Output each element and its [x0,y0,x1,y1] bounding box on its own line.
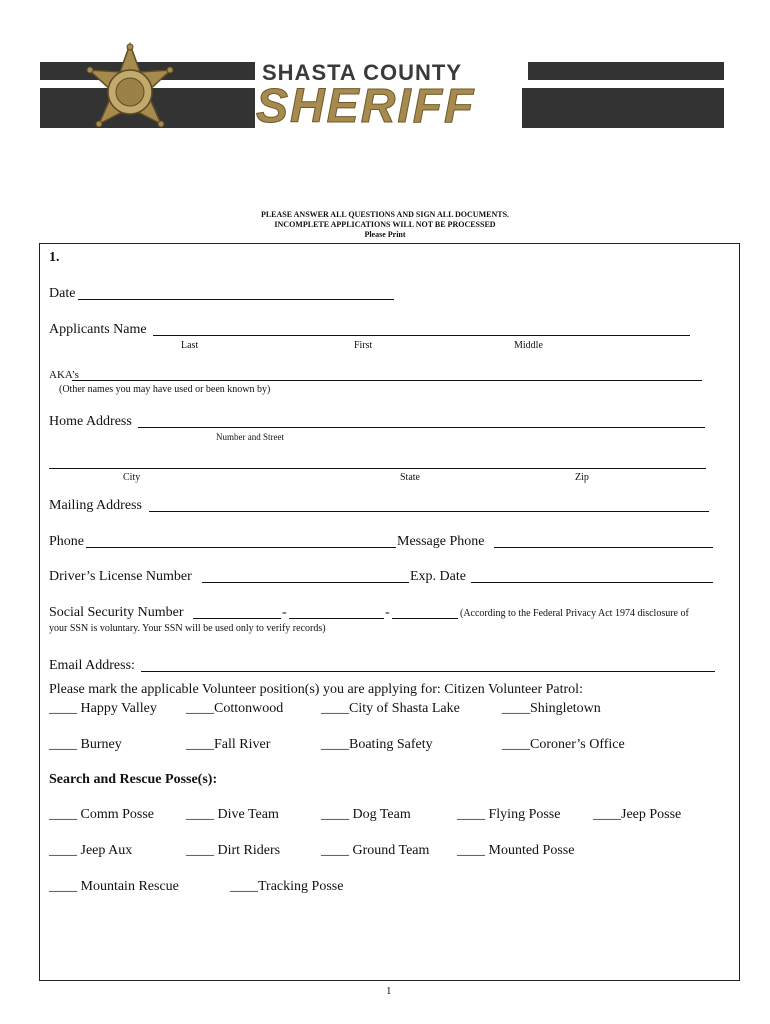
checkbox-jeep-aux[interactable]: ____ Jeep Aux [49,843,133,858]
phone-input-line[interactable] [86,547,396,548]
checkbox-dirt-riders[interactable]: ____ Dirt Riders [186,843,281,858]
zip-caption: Zip [575,472,589,483]
checkbox-dog-team[interactable]: ____ Dog Team [321,807,411,822]
email-input-line[interactable] [141,671,715,672]
drivers-license-input-line[interactable] [202,582,409,583]
drivers-license-label: Driver’s License Number [49,569,192,584]
name-first-caption: First [354,340,373,351]
exp-date-input-line[interactable] [471,582,713,583]
checkbox-boating-safety[interactable]: ____Boating Safety [321,737,433,752]
ssn-label: Social Security Number [49,605,184,620]
header-bar-right-bottom [522,88,724,128]
checkbox-dive-team[interactable]: ____ Dive Team [186,807,279,822]
mailing-address-label: Mailing Address [49,498,142,513]
name-middle-caption: Middle [514,340,543,351]
volunteer-prompt: Please mark the applicable Volunteer position(s) you are applying for: Citizen Volunteer Patrol: [49,682,583,697]
message-phone-input-line[interactable] [494,547,713,548]
aka-label: AKA’s [49,369,79,381]
section-number: 1. [49,250,60,265]
aka-note: (Other names you may have used or been known by) [59,384,271,395]
checkbox-coroners-office[interactable]: ____Coroner’s Office [502,737,625,752]
checkbox-fall-river[interactable]: ____Fall River [186,737,271,752]
aka-input-line[interactable] [72,380,702,381]
checkbox-flying-posse[interactable]: ____ Flying Posse [457,807,561,822]
city-state-zip-input-line[interactable] [49,468,706,469]
city-caption: City [123,472,141,483]
county-name: SHASTA COUNTY [262,60,462,85]
checkbox-happy-valley[interactable]: ____ Happy Valley [49,701,157,716]
email-label: Email Address: [49,658,135,673]
checkbox-city-of-shasta-lake[interactable]: ____City of Shasta Lake [321,701,460,716]
ssn-part1-input-line[interactable] [193,618,281,619]
state-caption: State [400,472,420,483]
header-bar-right-top [528,62,724,80]
checkbox-mounted-posse[interactable]: ____ Mounted Posse [457,843,575,858]
sheriff-wordmark: SHERIFF [256,80,476,133]
checkbox-comm-posse[interactable]: ____ Comm Posse [49,807,155,822]
checkbox-mountain-rescue[interactable]: ____ Mountain Rescue [49,879,179,894]
ssn-privacy-note-1: (According to the Federal Privacy Act 1974 disclosure of [460,608,689,619]
applicant-name-input-line[interactable] [153,335,690,336]
checkbox-tracking-posse[interactable]: ____Tracking Posse [230,879,344,894]
name-last-caption: Last [181,340,199,351]
date-input-line[interactable] [78,299,394,300]
ssn-dash-1: - [282,605,287,620]
checkbox-jeep-posse[interactable]: ____Jeep Posse [593,807,682,822]
checkbox-shingletown[interactable]: ____Shingletown [502,701,601,716]
instructions-line-3: Please Print [364,230,406,239]
search-rescue-title: Search and Rescue Posse(s): [49,772,218,787]
ssn-part3-input-line[interactable] [392,618,458,619]
page-number: 1 [386,985,392,997]
home-address-input-line[interactable] [138,427,705,428]
exp-date-label: Exp. Date [410,569,466,584]
checkbox-burney[interactable]: ____ Burney [49,737,122,752]
phone-label: Phone [49,534,84,549]
instructions-line-2: INCOMPLETE APPLICATIONS WILL NOT BE PROCESSED [274,220,496,229]
home-address-label: Home Address [49,414,132,429]
ssn-privacy-note-2: your SSN is voluntary. Your SSN will be used only to verify records) [49,623,326,634]
applicant-name-label: Applicants Name [49,322,147,337]
date-label: Date [49,286,76,301]
checkbox-cottonwood[interactable]: ____Cottonwood [186,701,284,716]
ssn-part2-input-line[interactable] [289,618,384,619]
instructions-line-1: PLEASE ANSWER ALL QUESTIONS AND SIGN ALL DOCUMENTS. [260,210,510,219]
mailing-address-input-line[interactable] [149,511,709,512]
message-phone-label: Message Phone [397,534,485,549]
checkbox-ground-team[interactable]: ____ Ground Team [321,843,430,858]
sheriff-star-badge-icon [85,42,175,146]
ssn-dash-2: - [385,605,390,620]
number-street-caption: Number and Street [216,432,284,442]
